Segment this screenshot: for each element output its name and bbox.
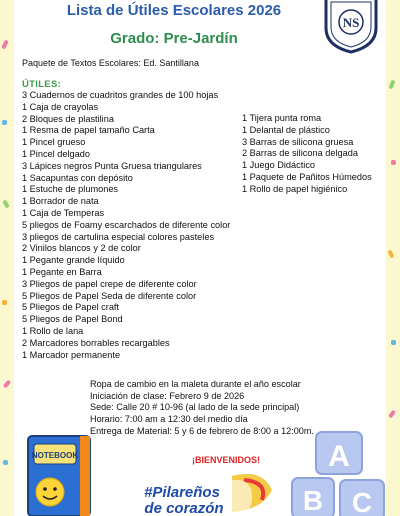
- list-item: 1 Caja de crayolas: [22, 101, 99, 112]
- list-item: 2 Bloques de plastilina: [22, 113, 114, 124]
- list-item: 5 pliegos de Foamy escarchados de diferente color: [22, 219, 231, 230]
- list-item: 5 Pliegos de Papel craft: [22, 302, 120, 313]
- list-item: 2 Marcadores borrables recargables: [22, 337, 170, 348]
- list-item: 1 Tijera punta roma: [242, 113, 322, 123]
- list-item: 3 Lápices negros Punta Gruesa triangulares: [22, 160, 202, 171]
- notes-block: [90, 379, 314, 438]
- list-item: 3 pliegos de cartulina especial colores pasteles: [22, 231, 215, 242]
- list-item: 1 Caja de Temperas: [22, 207, 105, 218]
- supplies-list-left: [22, 90, 257, 361]
- list-item: 5 Pliegos de Papel Seda de diferente color: [22, 290, 197, 301]
- list-item: 2 Vinilos blancos y 2 de color: [22, 243, 141, 254]
- note-line: Entrega de Material: 5 y 6 de febrero de 8:00 a 12:00m.: [90, 425, 314, 436]
- list-item: 1 Pegante en Barra: [22, 266, 102, 277]
- block-letter-c: C: [351, 487, 373, 516]
- seal-monogram: NS: [342, 15, 360, 30]
- list-item: 3 Barras de silicona gruesa: [242, 136, 354, 147]
- abc-blocks-illustration: [290, 430, 386, 516]
- utiles-heading: ÚTILES:: [22, 79, 62, 90]
- list-item: 1 Juego Didáctico: [242, 160, 316, 171]
- textbook-package: Paquete de Textos Escolares: Ed. Santillana: [22, 58, 199, 68]
- list-item: 1 Pegante grande líquido: [22, 255, 125, 266]
- list-item: 1 Resma de papel tamaño Carta: [22, 125, 155, 136]
- hashtag-line2: de corazón: [144, 500, 224, 516]
- list-item: 1 Sacapuntas con depósito: [22, 172, 133, 183]
- note-line: Iniciación de clase: Febrero 9 de 2026: [90, 390, 245, 401]
- list-item: 3 Cuadernos de cuadritos grandes de 100 hojas: [22, 90, 219, 100]
- hashtag-badge: [112, 470, 282, 516]
- list-item: 1 Estuche de plumones: [22, 184, 119, 195]
- list-item: 1 Delantal de plástico: [242, 124, 330, 135]
- block-letter-a: A: [328, 440, 350, 473]
- hashtag-line1: #Pilareños: [144, 484, 220, 501]
- list-item: 1 Rollo de papel higiénico: [242, 183, 348, 194]
- list-item: 1 Paquete de Pañitos Húmedos: [242, 171, 372, 182]
- welcome-text: ¡BIENVENIDOS!: [192, 455, 261, 465]
- note-line: Sede: Calle 20 # 10-96 (al lado de la sede principal): [90, 402, 300, 413]
- school-seal-logo: [320, 0, 382, 54]
- list-item: 2 Barras de silicona delgada: [242, 148, 358, 159]
- document-title: Lista de Útiles Escolares 2026: [66, 2, 282, 19]
- list-item: 1 Marcador permanente: [22, 349, 121, 360]
- list-item: 1 Borrador de nata: [22, 196, 99, 207]
- list-item: 1 Pincel grueso: [22, 137, 86, 148]
- notebook-illustration: [22, 432, 100, 516]
- list-item: 3 Pliegos de papel crepe de diferente color: [22, 278, 197, 289]
- supplies-list-right: [242, 113, 386, 196]
- block-letter-b: B: [302, 485, 324, 516]
- note-line: Ropa de cambio en la maleta durante el año escolar: [90, 379, 301, 389]
- list-item: 1 Pincel delgado: [22, 148, 90, 159]
- grade-heading: Grado: Pre-Jardín: [110, 30, 238, 47]
- list-item: 1 Rollo de lana: [22, 325, 84, 336]
- note-line: Horario: 7:00 am a 12:30 del medio día: [90, 414, 248, 425]
- list-item: 5 Pliegos de Papel Bond: [22, 314, 123, 325]
- notebook-label: NOTEBOOK: [31, 451, 79, 460]
